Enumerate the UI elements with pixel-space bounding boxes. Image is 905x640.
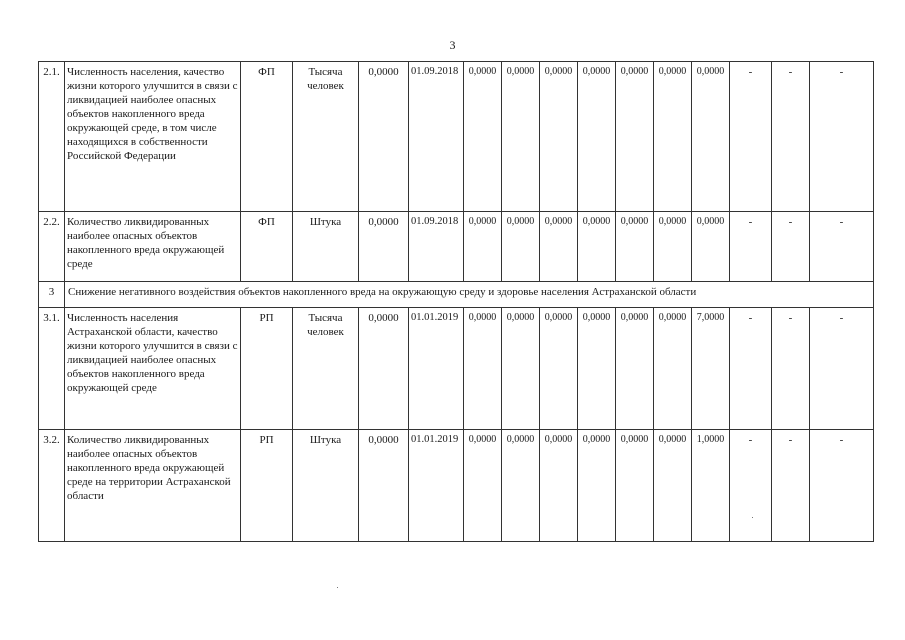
value-cell: 0,0000: [616, 212, 654, 282]
page-number: 3: [449, 38, 456, 52]
dash-cell: -: [730, 212, 772, 282]
value-cell: 0,0000: [654, 212, 692, 282]
value-cell: 0,0000: [692, 62, 730, 212]
value-cell: 0,0000: [692, 212, 730, 282]
row-number: 2.2.: [39, 212, 65, 282]
value-cell: 0,0000: [616, 430, 654, 542]
value-cell: 0,0000: [578, 212, 616, 282]
scan-speck: [337, 587, 338, 588]
indicator-name: Численность населения, качество жизни которого улучшится в связи с ликвидацией наиболее опасных объектов накопленного вреда окружающей среде, в том числе находящихся в собственности Российской Федерации: [65, 62, 241, 212]
unit: Тысяча человек: [293, 62, 359, 212]
value-cell: 0,0000: [502, 430, 540, 542]
value-cell: 0,0000: [578, 308, 616, 430]
base-value: 0,0000: [359, 62, 409, 212]
value-cell: 0,0000: [464, 430, 502, 542]
section-number: 3: [39, 282, 65, 308]
value-cell: 0,0000: [578, 430, 616, 542]
table-row: [39, 62, 874, 212]
dash-cell: -: [772, 62, 810, 212]
dash-cell: -: [810, 62, 874, 212]
value-cell: 0,0000: [654, 62, 692, 212]
unit: Тысяча человек: [293, 308, 359, 430]
dash-cell: -: [772, 212, 810, 282]
base-value: 0,0000: [359, 430, 409, 542]
table-row: [39, 430, 874, 542]
base-value: 0,0000: [359, 212, 409, 282]
base-date: 01.01.2019: [409, 430, 464, 542]
dash-cell: -: [810, 308, 874, 430]
dash-cell: -: [730, 430, 772, 542]
value-cell: 0,0000: [616, 62, 654, 212]
indicator-name: Количество ликвидированных наиболее опасных объектов накопленного вреда окружающей среде на территории Астраханской области: [65, 430, 241, 542]
base-value: 0,0000: [359, 308, 409, 430]
value-cell: 0,0000: [502, 308, 540, 430]
value-cell: 0,0000: [654, 430, 692, 542]
unit: Штука: [293, 430, 359, 542]
indicator-level: РП: [241, 430, 293, 542]
value-cell: 0,0000: [578, 62, 616, 212]
indicator-level: ФП: [241, 212, 293, 282]
dash-cell: -: [730, 308, 772, 430]
indicator-name: Количество ликвидированных наиболее опасных объектов накопленного вреда окружающей среде: [65, 212, 241, 282]
scan-speck: [752, 517, 753, 518]
dash-cell: -: [772, 308, 810, 430]
dash-cell: -: [772, 430, 810, 542]
value-cell: 0,0000: [540, 430, 578, 542]
base-date: 01.09.2018: [409, 212, 464, 282]
dash-cell: -: [810, 212, 874, 282]
table-row: [39, 308, 874, 430]
value-cell: 0,0000: [616, 308, 654, 430]
value-cell: 0,0000: [464, 62, 502, 212]
dash-cell: -: [730, 62, 772, 212]
table-row: [39, 212, 874, 282]
indicator-name: Численность населения Астраханской области, качество жизни которого улучшится в связи с ликвидацией наиболее опасных объектов накопленного вреда окружающей среде: [65, 308, 241, 430]
indicator-level: РП: [241, 308, 293, 430]
row-number: 3.2.: [39, 430, 65, 542]
value-cell: 7,0000: [692, 308, 730, 430]
value-cell: 1,0000: [692, 430, 730, 542]
value-cell: 0,0000: [502, 212, 540, 282]
row-number: 2.1.: [39, 62, 65, 212]
value-cell: 0,0000: [502, 62, 540, 212]
dash-cell: -: [810, 430, 874, 542]
value-cell: 0,0000: [540, 62, 578, 212]
section-row: [39, 282, 874, 308]
value-cell: 0,0000: [540, 212, 578, 282]
value-cell: 0,0000: [464, 308, 502, 430]
value-cell: 0,0000: [654, 308, 692, 430]
section-title: Снижение негативного воздействия объектов накопленного вреда на окружающую среду и здоровье населения Астраханской области: [65, 282, 874, 308]
row-number: 3.1.: [39, 308, 65, 430]
value-cell: 0,0000: [540, 308, 578, 430]
indicators-table: [38, 61, 874, 542]
indicator-level: ФП: [241, 62, 293, 212]
unit: Штука: [293, 212, 359, 282]
value-cell: 0,0000: [464, 212, 502, 282]
base-date: 01.01.2019: [409, 308, 464, 430]
base-date: 01.09.2018: [409, 62, 464, 212]
